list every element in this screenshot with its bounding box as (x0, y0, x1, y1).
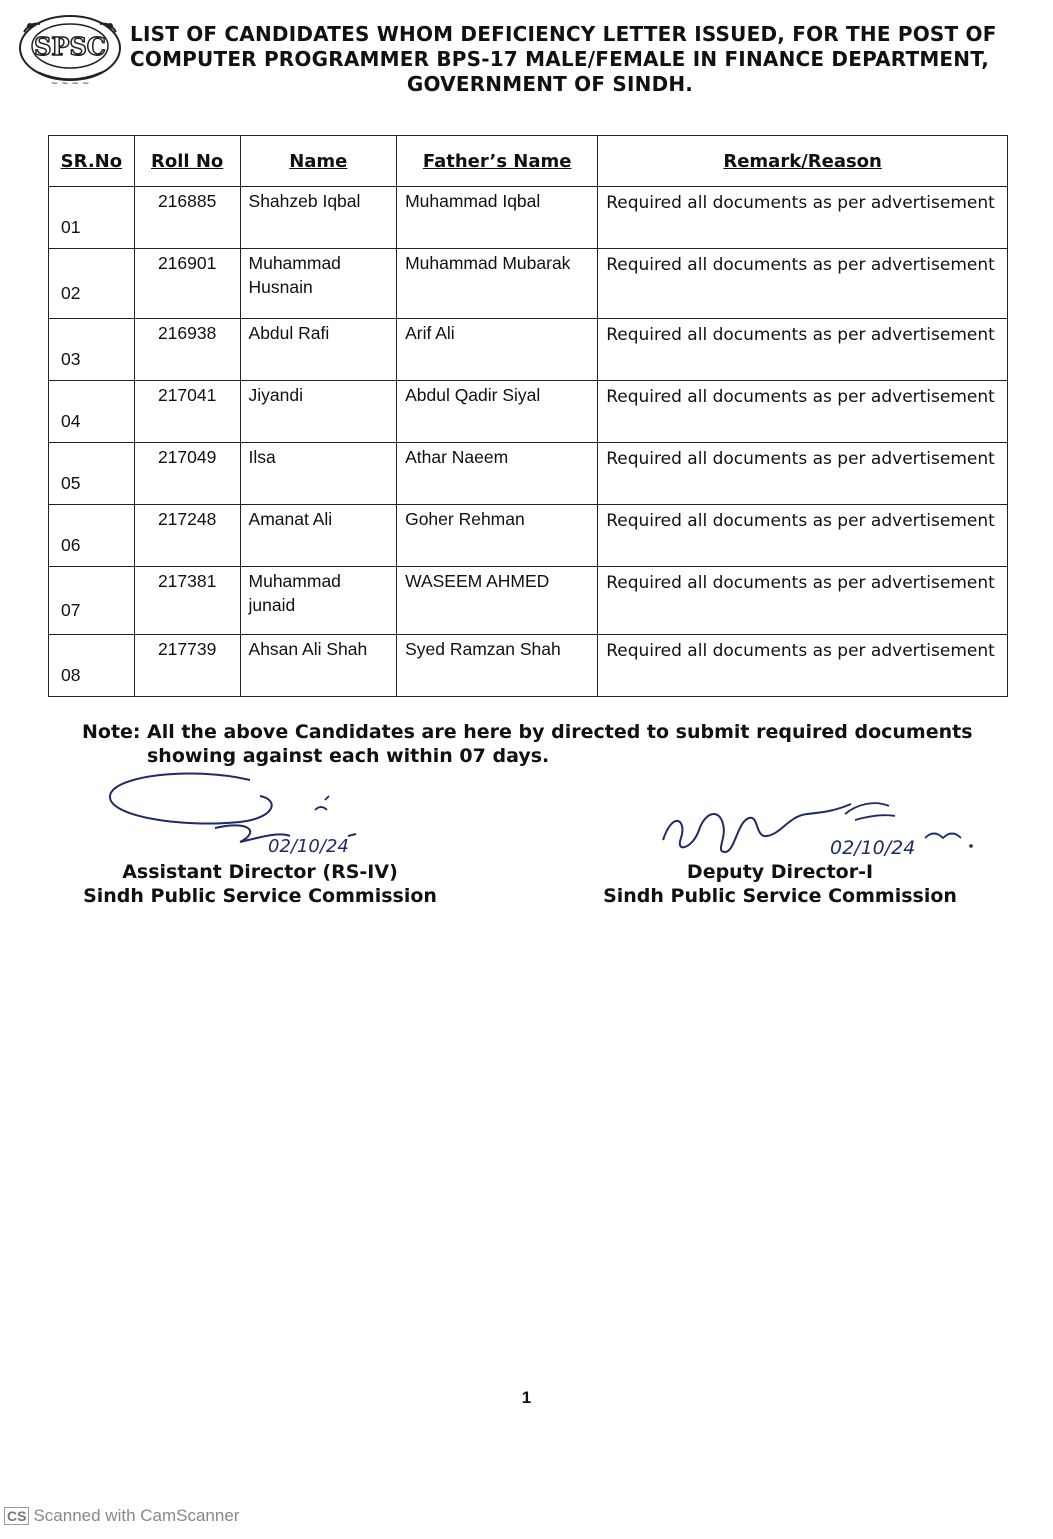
cell-remark: Required all documents as per advertisement (598, 319, 1008, 381)
cell-sr: 05 (49, 443, 135, 505)
left-signature (100, 770, 380, 865)
scanner-text: Scanned with CamScanner (33, 1506, 240, 1525)
cell-roll: 216885 (134, 187, 240, 249)
cell-roll: 217041 (134, 381, 240, 443)
table-row (49, 319, 1008, 381)
cell-father: Goher Rehman (397, 505, 598, 567)
right-signature-date: 02/10/24 (830, 837, 916, 859)
cell-sr: 02 (49, 249, 135, 319)
left-signature-date: 02/10/24 (268, 836, 349, 857)
cell-sr: 01 (49, 187, 135, 249)
scanner-watermark (4, 1506, 239, 1526)
col-header-name: Name (240, 136, 397, 187)
table-row (49, 381, 1008, 443)
cell-name: Jiyandi (240, 381, 397, 443)
cell-name: Shahzeb Iqbal (240, 187, 397, 249)
title-line-3: GOVERNMENT OF SINDH. (406, 72, 694, 96)
table-row (49, 567, 1008, 635)
cell-name: Muhammad Husnain (240, 249, 397, 319)
table-header-row (49, 136, 1008, 187)
cell-father: Athar Naeem (397, 443, 598, 505)
col-header-remark: Remark/Reason (598, 136, 1008, 187)
title-line-2: COMPUTER PROGRAMMER BPS-17 MALE/FEMALE IN FINANCE DEPARTMENT, (130, 47, 990, 71)
col-header-sr: SR.No (49, 136, 135, 187)
table-row (49, 505, 1008, 567)
table-row (49, 187, 1008, 249)
cell-father: Abdul Qadir Siyal (397, 381, 598, 443)
cell-father: Syed Ramzan Shah (397, 635, 598, 697)
svg-text:SPSC: SPSC (34, 32, 106, 61)
candidates-table (48, 135, 1008, 697)
cell-name: Abdul Rafi (240, 319, 397, 381)
right-signatory-title: Deputy Director-I (686, 861, 874, 883)
cell-sr: 03 (49, 319, 135, 381)
cell-father: Muhammad Iqbal (397, 187, 598, 249)
note-text: All the above Candidates are here by directed to submit required documents showing against each within 07 days. (147, 721, 973, 767)
cell-roll: 217739 (134, 635, 240, 697)
cell-father: Muhammad Mubarak (397, 249, 598, 319)
cell-remark: Required all documents as per advertisement (598, 505, 1008, 567)
cell-roll: 217248 (134, 505, 240, 567)
cell-remark: Required all documents as per advertisement (598, 635, 1008, 697)
svg-text:~ ~ ~ ~: ~ ~ ~ ~ (50, 79, 90, 89)
cell-roll: 217381 (134, 567, 240, 635)
table-row (49, 635, 1008, 697)
cell-remark: Required all documents as per advertisement (598, 567, 1008, 635)
cell-sr: 04 (49, 381, 135, 443)
cell-roll: 216938 (134, 319, 240, 381)
table-row (49, 249, 1008, 319)
page-number: 1 (521, 1388, 532, 1407)
cell-sr: 07 (49, 567, 135, 635)
cell-roll: 216901 (134, 249, 240, 319)
cell-remark: Required all documents as per advertisement (598, 443, 1008, 505)
col-header-roll: Roll No (134, 136, 240, 187)
col-header-father: Father’s Name (397, 136, 598, 187)
cell-name: Ahsan Ali Shah (240, 635, 397, 697)
note-label: Note: (82, 721, 141, 743)
left-signatory-org: Sindh Public Service Commission (83, 885, 437, 907)
cell-remark: Required all documents as per advertisement (598, 187, 1008, 249)
document-title (130, 22, 997, 97)
cell-name: Muhammad junaid (240, 567, 397, 635)
cell-name: Amanat Ali (240, 505, 397, 567)
cell-father: WASEEM AHMED (397, 567, 598, 635)
right-signatory-org: Sindh Public Service Commission (603, 885, 957, 907)
left-signatory (60, 860, 460, 908)
cell-name: Ilsa (240, 443, 397, 505)
cell-sr: 08 (49, 635, 135, 697)
table-row (49, 443, 1008, 505)
cell-roll: 217049 (134, 443, 240, 505)
camscanner-icon: CS (4, 1507, 29, 1525)
note (82, 720, 982, 768)
left-signatory-title: Assistant Director (RS-IV) (122, 861, 398, 883)
spsc-logo (14, 12, 126, 90)
cell-sr: 06 (49, 505, 135, 567)
cell-remark: Required all documents as per advertisement (598, 249, 1008, 319)
cell-remark: Required all documents as per advertisement (598, 381, 1008, 443)
title-line-1: LIST OF CANDIDATES WHOM DEFICIENCY LETTER ISSUED, FOR THE POST OF (130, 22, 997, 46)
cell-father: Arif Ali (397, 319, 598, 381)
right-signatory (580, 860, 980, 908)
